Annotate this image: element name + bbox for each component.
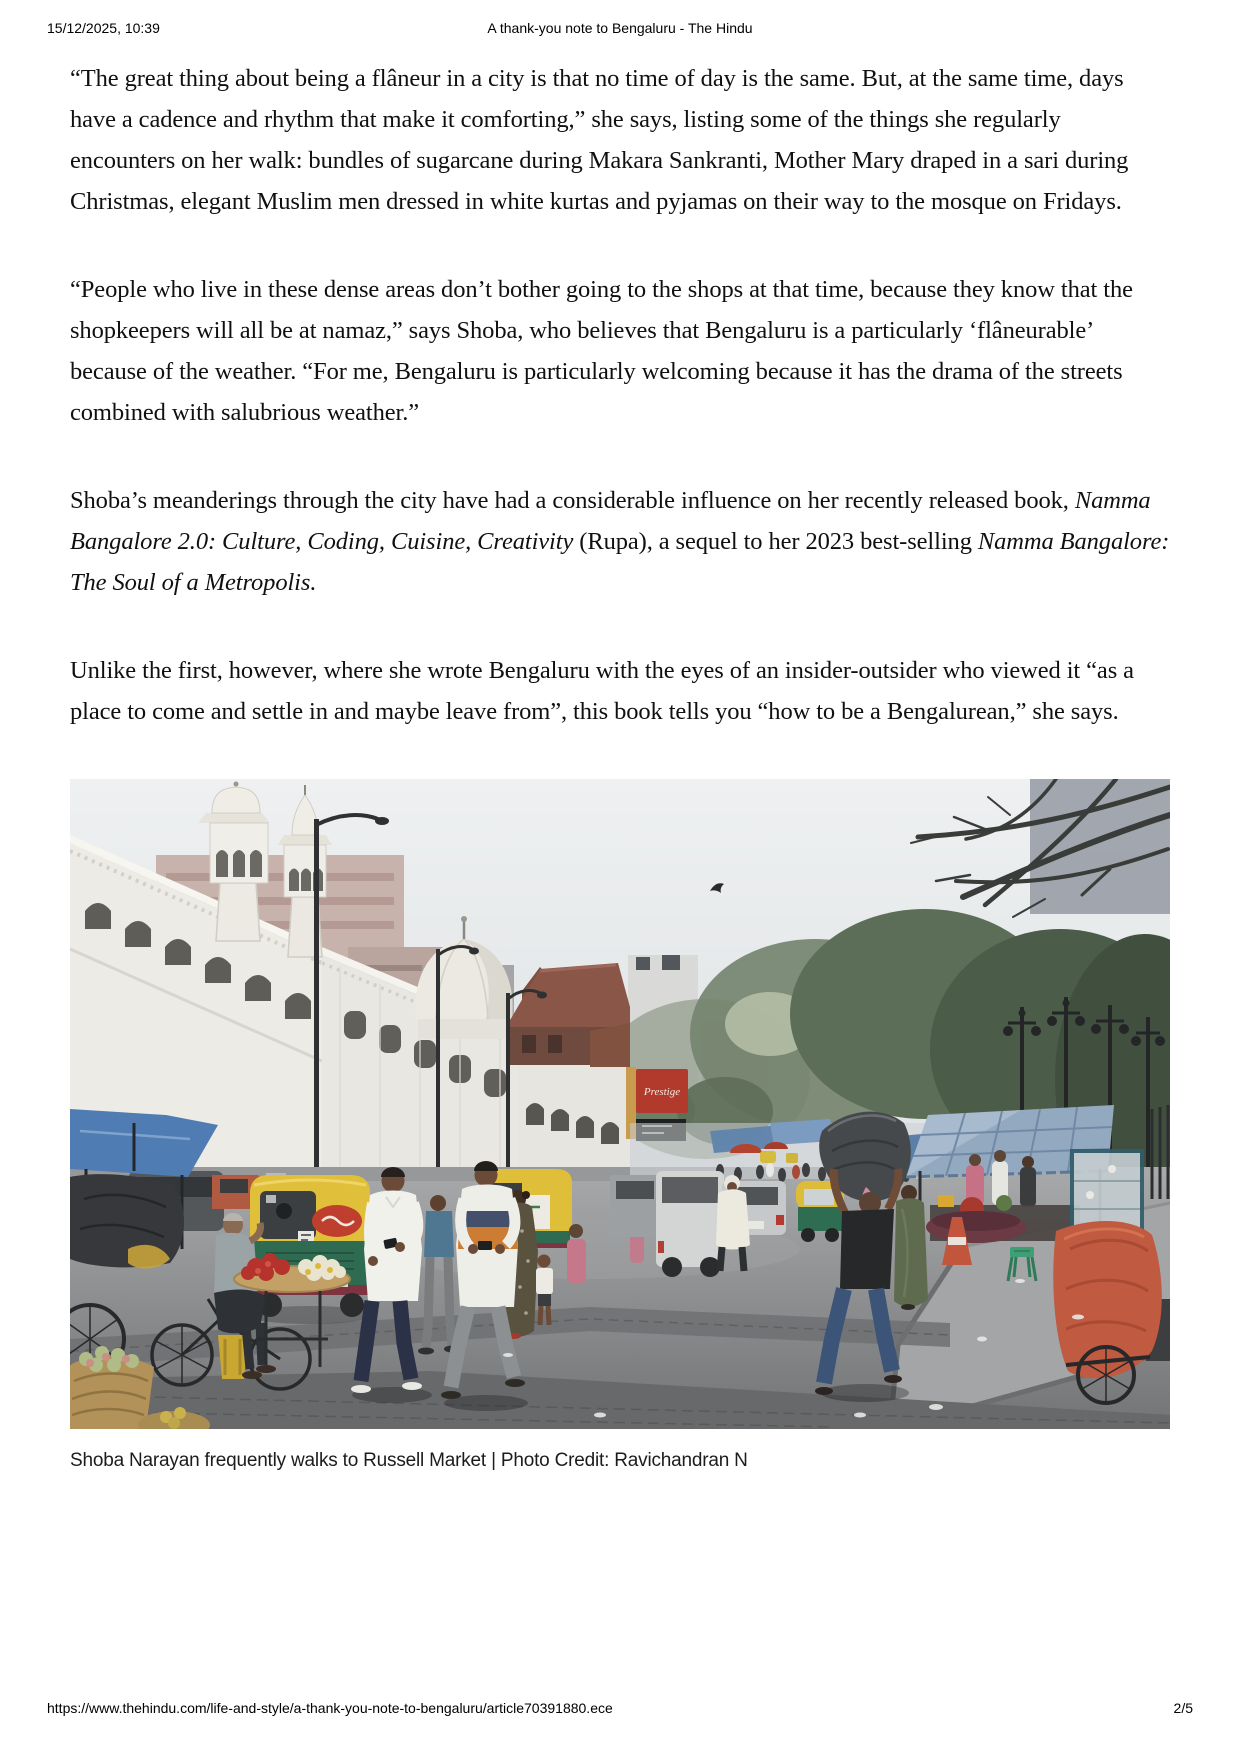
footer-url: https://www.thehindu.com/life-and-style/a-thank-you-note-to-bengaluru/article70391880.ece: [47, 1700, 613, 1716]
print-header: [47, 20, 1193, 40]
header-title: A thank-you note to Bengaluru - The Hindu: [487, 20, 753, 36]
photo-caption: Shoba Narayan frequently walks to Russell Market | Photo Credit: Ravichandran N: [70, 1450, 748, 1471]
article-paragraph-3: Shoba’s meanderings through the city have had a considerable influence on her recently released book, Namma Bangalore 2.0: Culture, Coding, Cuisine, Creativity (Rupa), a sequel to her 2023 best-selling Namma Bangalore: The Soul of a Metropolis.: [70, 487, 1170, 596]
article-paragraph-2: “People who live in these dense areas don’t bother going to the shops at that time, because they know that the shopkeepers will all be at namaz,” says Shoba, who believes that Bengaluru is a particularly ‘flâneurable’ because of the weather. “For me, Bengaluru is particularly welcoming because it has the drama of the streets combined with salubrious weather.”: [70, 276, 1133, 426]
header-datetime: 15/12/2025, 10:39: [47, 20, 160, 36]
prestige-sign-text: Prestige: [643, 1086, 681, 1098]
footer-page-indicator: 2/5: [1173, 1700, 1193, 1716]
article-body: [70, 58, 1170, 1472]
article-paragraph-4: Unlike the first, however, where she wrote Bengaluru with the eyes of an insider-outsider who viewed it “as a place to come and settle in and maybe leave from”, this book tells you “how to be a Bengalurean,” she says.: [70, 657, 1134, 725]
article-photo: [70, 779, 1170, 1429]
green-sari-woman: [894, 1185, 928, 1310]
print-footer: [47, 1700, 1193, 1720]
article-paragraph-1: “The great thing about being a flâneur in a city is that no time of day is the same. But, at the same time, days have a cadence and rhythm that make it comforting,” she says, listing some of the things she regularly encounters on her walk: bundles of sugarcane during Makara Sankranti, Mother Mary draped in a sari during Christmas, elegant Muslim men dressed in white kurtas and pyjamas on their way to the mosque on Fridays.: [70, 65, 1129, 215]
